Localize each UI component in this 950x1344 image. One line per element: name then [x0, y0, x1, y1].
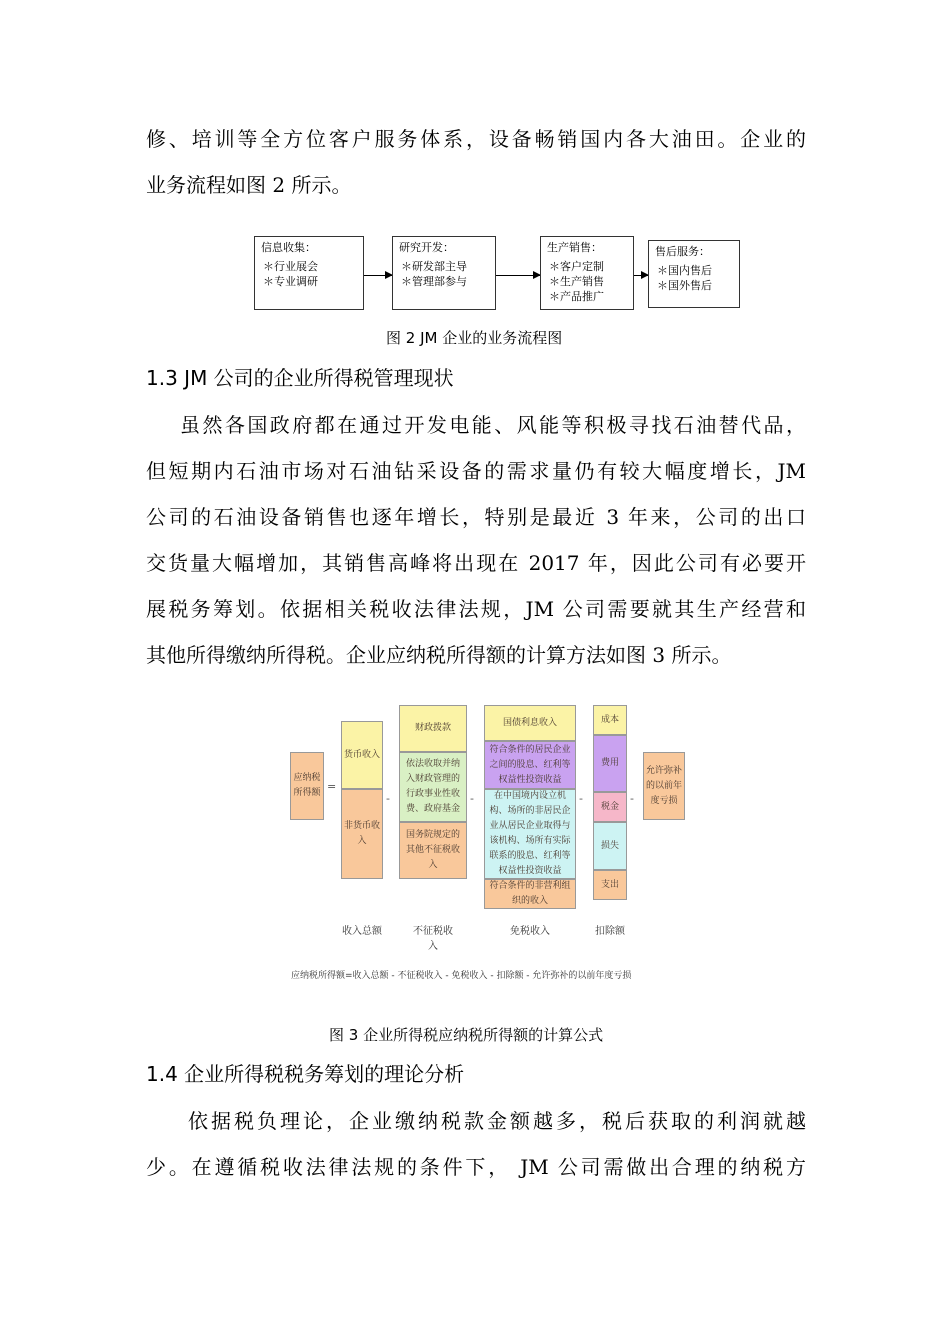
- expense-cell: 费用: [593, 735, 627, 792]
- flow-box-title: 信息收集：: [261, 241, 316, 254]
- flow-box-title: 生产销售：: [547, 241, 602, 254]
- exempt-income-label: 免税收入: [510, 926, 550, 937]
- other-nontax-cell: 国务院规定的其他不征税收入: [399, 822, 467, 879]
- flow-box-info-collection: [254, 236, 364, 310]
- fiscal-allocation-cell: 财政拨款: [399, 705, 467, 752]
- figure-3-caption: 图 3 企业所得税应纳税所得额的计算公式: [329, 1026, 604, 1044]
- paragraph-2: [146, 402, 806, 678]
- nontax-income-label: 不征税收入: [413, 926, 453, 952]
- tax-cell: 税金: [593, 792, 627, 822]
- minus-sign: -: [386, 792, 390, 805]
- income-total-label: 收入总额: [342, 926, 382, 937]
- deduction-label: 扣除额: [595, 926, 625, 937]
- flow-box-after-sales: [648, 240, 740, 308]
- text-line: 展税务筹划。依据相关税收法律法规，JM 公司需要就其生产经营和: [146, 597, 806, 621]
- text-line: 公司的石油设备销售也逐年增长，特别是最近 3 年来，公司的出口: [146, 505, 806, 529]
- flow-arrow: [364, 275, 392, 276]
- minus-sign: -: [470, 792, 474, 805]
- flow-box-item: ＊国外售后: [657, 279, 712, 292]
- treasury-interest-cell: 国债利息收入: [484, 705, 576, 741]
- minus-sign: -: [630, 792, 634, 805]
- taxable-income-box: 应纳税所得额: [290, 752, 324, 820]
- non-monetary-income-cell: 非货币收入: [341, 789, 383, 879]
- flow-box-item: ＊生产销售: [549, 275, 604, 288]
- other-expenditure-cell: 支出: [593, 870, 627, 900]
- nonprofit-income-cell: 符合条件的非营利组织的收入: [484, 879, 576, 909]
- text-line: 业务流程如图 2 所示。: [146, 173, 352, 197]
- text-line: 少。在遵循税收法律法规的条件下， JM 公司需做出合理的纳税方: [146, 1155, 806, 1179]
- flow-arrow: [496, 275, 540, 276]
- flow-box-item: ＊客户定制: [549, 260, 604, 273]
- text-line: 其他所得缴纳所得税。企业应纳税所得额的计算方法如图 3 所示。: [146, 643, 732, 667]
- flow-box-item: ＊国内售后: [657, 264, 712, 277]
- minus-sign: -: [579, 792, 583, 805]
- section-heading-1-3: 1.3 JM 公司的企业所得税管理现状: [146, 366, 454, 390]
- paragraph-1: [146, 116, 806, 208]
- flow-box-title: 售后服务：: [655, 245, 710, 258]
- text-line: 修、培训等全方位客户服务体系，设备畅销国内各大油田。企业的: [146, 127, 806, 151]
- figure-2-caption: 图 2 JM 企业的业务流程图: [386, 329, 563, 347]
- flow-box-item: ＊行业展会: [263, 260, 318, 273]
- flow-arrow: [634, 275, 648, 276]
- paragraph-3: [146, 1098, 806, 1190]
- nonresident-dividend-cell: 在中国境内设立机构、场所的非居民企业从居民企业取得与该机构、场所有实际联系的股息、红利等权益性投资收益: [484, 789, 576, 879]
- flow-box-production-sales: [540, 236, 634, 310]
- text-line: 虽然各国政府都在通过开发电能、风能等积极寻找石油替代品，: [180, 413, 806, 437]
- monetary-income-cell: 货币收入: [341, 721, 383, 789]
- cost-cell: 成本: [593, 705, 627, 735]
- flow-box-item: ＊研发部主导: [401, 260, 467, 273]
- prior-year-loss-box: 允许弥补的以前年度亏损: [643, 752, 685, 820]
- section-heading-1-4: 1.4 企业所得税税务筹划的理论分析: [146, 1062, 465, 1086]
- flow-box-title: 研究开发：: [399, 241, 454, 254]
- flow-box-item: ＊产品推广: [549, 290, 604, 303]
- flow-box-item: ＊专业调研: [263, 275, 318, 288]
- flow-box-rnd: [392, 236, 496, 310]
- resident-dividend-cell: 符合条件的居民企业之间的股息、红利等权益性投资收益: [484, 741, 576, 789]
- flow-box-item: ＊管理部参与: [401, 275, 467, 288]
- text-line: 依据税负理论，企业缴纳税款金额越多，税后获取的利润就越: [188, 1109, 806, 1133]
- admin-fees-cell: 依法收取并纳入财政管理的行政事业性收费、政府基金: [399, 752, 467, 822]
- formula-text: 应纳税所得额=收入总额 - 不征税收入 - 免税收入 - 扣除额 - 允许弥补的以前年度亏损: [291, 971, 632, 981]
- text-line: 但短期内石油市场对石油钻采设备的需求量仍有较大幅度增长，JM: [146, 459, 806, 483]
- equals-sign: =: [327, 780, 337, 793]
- loss-cell: 损失: [593, 822, 627, 870]
- text-line: 交货量大幅增加，其销售高峰将出现在 2017 年，因此公司有必要开: [146, 551, 806, 575]
